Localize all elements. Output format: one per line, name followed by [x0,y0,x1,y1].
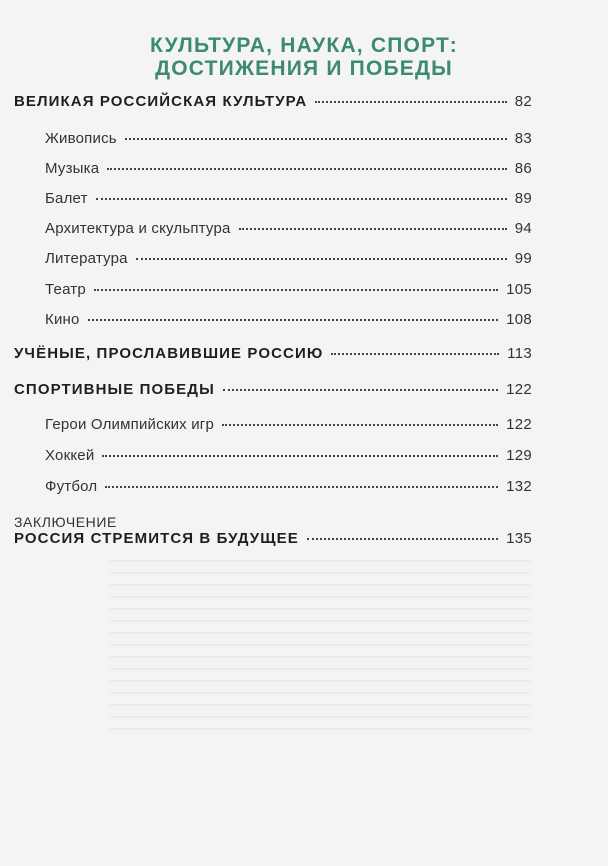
toc-entry-page: 83 [514,130,532,147]
leader-dots [94,289,498,291]
show-through-texture [110,560,530,730]
leader-dots [105,486,498,488]
toc-entry-architecture[interactable] [45,220,532,238]
toc-entry-label: Театр [45,281,86,298]
conclusion-prefix: ЗАКЛЮЧЕНИЕ [14,514,117,530]
leader-dots [331,353,499,355]
toc-entry-hockey[interactable] [45,447,532,465]
toc-entry-literature[interactable] [45,250,532,268]
leader-dots [223,389,498,391]
toc-entry-page: 105 [506,281,532,298]
toc-entry-label: Живопись [45,130,117,147]
toc-entry-page: 135 [506,530,532,547]
toc-entry-page: 113 [507,345,532,362]
leader-dots [239,228,507,230]
toc-entry-page: 94 [514,220,532,237]
toc-entry-page: 132 [506,478,532,495]
toc-entry-label: Балет [45,190,88,207]
leader-dots [88,319,499,321]
toc-entry-scientists[interactable] [14,345,532,363]
leader-dots [136,258,507,260]
toc-entry-ballet[interactable] [45,190,532,208]
chapter-title-line-1: КУЛЬТУРА, НАУКА, СПОРТ: [150,34,458,57]
toc-entry-page: 82 [514,93,532,110]
toc-entry-label: РОССИЯ СТРЕМИТСЯ В БУДУЩЕЕ [14,530,299,547]
toc-entry-page: 122 [506,381,532,398]
leader-dots [107,168,506,170]
toc-entry-theatre[interactable] [45,281,532,299]
leader-dots [125,138,507,140]
toc-entry-label: Футбол [45,478,98,495]
toc-entry-label: Музыка [45,160,100,177]
leader-dots [96,198,507,200]
toc-entry-label: УЧЁНЫЕ, ПРОСЛАВИВШИЕ РОССИЮ [14,345,324,362]
toc-entry-label: Кино [45,311,80,328]
toc-entry-page: 108 [506,311,532,328]
chapter-title-line-2: ДОСТИЖЕНИЯ И ПОБЕДЫ [155,57,453,80]
toc-entry-label: Хоккей [45,447,95,464]
leader-dots [222,424,498,426]
toc-entry-page: 99 [514,250,532,267]
toc-entry-label: ВЕЛИКАЯ РОССИЙСКАЯ КУЛЬТУРА [14,93,308,110]
toc-entry-olympic-heroes[interactable] [45,416,532,434]
toc-entry-label: СПОРТИВНЫЕ ПОБЕДЫ [14,381,215,398]
toc-entry-football[interactable] [45,478,532,496]
toc-entry-russia-future[interactable] [14,530,532,548]
toc-entry-label: Литература [45,250,128,267]
toc-entry-page: 122 [506,416,532,433]
toc-entry-cinema[interactable] [45,311,532,329]
leader-dots [307,538,498,540]
toc-entry-painting[interactable] [45,130,532,148]
toc-entry-page: 86 [514,160,532,177]
toc-entry-sports-victories[interactable] [14,381,532,399]
toc-entry-page: 129 [506,447,532,464]
toc-entry-label: Архитектура и скульптура [45,220,231,237]
leader-dots [315,101,506,103]
toc-entry-page: 89 [514,190,532,207]
toc-entry-great-russian-culture[interactable] [14,93,532,111]
toc-entry-label: Герои Олимпийских игр [45,416,215,433]
toc-entry-music[interactable] [45,160,532,178]
leader-dots [102,455,498,457]
